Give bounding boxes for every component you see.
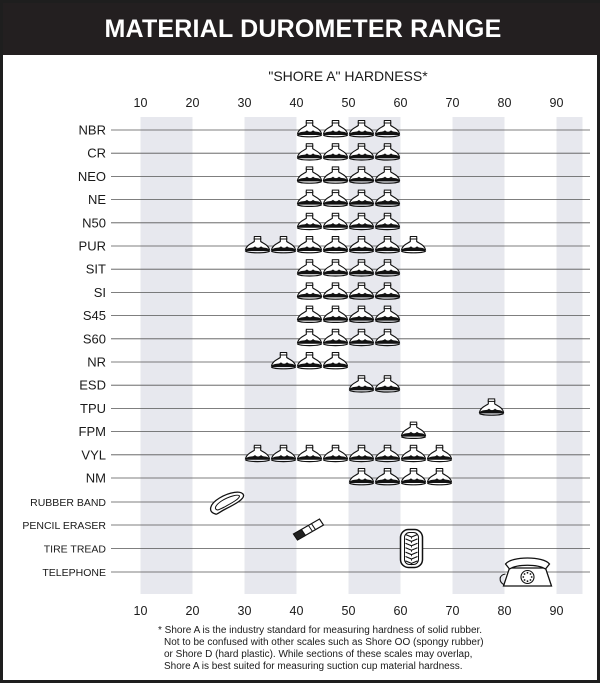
suction-cup-icon bbox=[297, 213, 321, 229]
x-tick-label-bottom: 50 bbox=[341, 604, 356, 618]
suction-cup-icon bbox=[401, 422, 425, 438]
material-label: N50 bbox=[82, 215, 106, 231]
shaded-band bbox=[245, 117, 297, 594]
suction-cup-icon bbox=[323, 213, 347, 229]
suction-cup-icon bbox=[297, 353, 321, 369]
suction-cup-icon bbox=[297, 144, 321, 160]
material-label: NBR bbox=[78, 122, 106, 138]
suction-cup-icon bbox=[323, 445, 347, 461]
material-label: TPU bbox=[80, 400, 106, 416]
shaded-band bbox=[349, 117, 401, 594]
reference-row bbox=[42, 558, 590, 586]
suction-cup-icon bbox=[297, 237, 321, 253]
suction-cup-icon bbox=[323, 329, 347, 345]
material-label: VYL bbox=[81, 447, 106, 463]
pencil-eraser-icon bbox=[294, 519, 324, 540]
footnote-line: Not to be confused with other scales such as Shore OO (spongy rubber) bbox=[164, 637, 484, 648]
shaded-band bbox=[557, 117, 583, 594]
x-tick-label-top: 30 bbox=[237, 96, 252, 110]
x-tick-label-bottom: 20 bbox=[185, 604, 200, 618]
x-tick-label-top: 70 bbox=[445, 96, 460, 110]
x-tick-label-bottom: 70 bbox=[445, 604, 460, 618]
reference-label: RUBBER BAND bbox=[30, 497, 106, 509]
suction-cup-icon bbox=[297, 306, 321, 322]
suction-cup-icon bbox=[323, 306, 347, 322]
suction-cup-icon bbox=[297, 260, 321, 276]
material-label: SIT bbox=[85, 261, 106, 277]
x-tick-label-bottom: 30 bbox=[237, 604, 252, 618]
suction-cup-icon bbox=[323, 167, 347, 183]
material-label: S60 bbox=[82, 331, 106, 347]
footnote bbox=[158, 625, 598, 673]
suction-cup-icon bbox=[323, 237, 347, 253]
durometer-chart bbox=[3, 3, 600, 686]
suction-cup-icon bbox=[297, 190, 321, 206]
footnote-line: Shore A is best suited for measuring suction cup material hardness. bbox=[164, 661, 463, 672]
material-label: NM bbox=[85, 470, 106, 486]
x-tick-label-bottom: 90 bbox=[549, 604, 564, 618]
x-axis-title: "SHORE A" HARDNESS* bbox=[268, 68, 428, 84]
material-label: NE bbox=[87, 192, 106, 208]
reference-row bbox=[22, 519, 590, 540]
x-tick-label-bottom: 80 bbox=[497, 604, 512, 618]
tire-icon bbox=[401, 530, 423, 568]
footnote-line: or Shore D (hard plastic). While sections of these scales may overlap, bbox=[164, 649, 473, 660]
rubber-band-icon bbox=[211, 492, 244, 514]
x-tick-label-top: 20 bbox=[185, 96, 200, 110]
footnote-line: * Shore A is the industry standard for measuring hardness of solid rubber. bbox=[158, 625, 483, 636]
x-tick-label-bottom: 40 bbox=[289, 604, 304, 618]
reference-row bbox=[30, 492, 590, 514]
telephone-icon bbox=[500, 558, 551, 586]
x-tick-label-bottom: 60 bbox=[393, 604, 408, 618]
shaded-bands bbox=[141, 117, 583, 594]
suction-cup-icon bbox=[297, 283, 321, 299]
page-title: MATERIAL DUROMETER RANGE bbox=[3, 3, 600, 55]
material-label: S45 bbox=[82, 308, 106, 324]
x-tick-label-bottom: 10 bbox=[133, 604, 148, 618]
shaded-band bbox=[141, 117, 193, 594]
suction-cup-icon bbox=[297, 167, 321, 183]
suction-cup-icon bbox=[401, 469, 425, 485]
material-label: NEO bbox=[77, 168, 106, 184]
suction-cup-icon bbox=[427, 469, 451, 485]
material-label: ESD bbox=[79, 377, 106, 393]
suction-cup-icon bbox=[297, 445, 321, 461]
suction-cup-icon bbox=[297, 329, 321, 345]
material-label: PUR bbox=[78, 238, 106, 254]
reference-label: TIRE TREAD bbox=[43, 543, 106, 556]
suction-cup-icon bbox=[323, 353, 347, 369]
suction-cup-icon bbox=[427, 445, 451, 461]
suction-cup-icon bbox=[297, 121, 321, 137]
material-label: SI bbox=[93, 284, 106, 300]
suction-cup-icon bbox=[323, 190, 347, 206]
suction-cup-icon bbox=[323, 144, 347, 160]
x-tick-label-top: 10 bbox=[133, 96, 148, 110]
material-label: NR bbox=[87, 354, 106, 370]
x-tick-label-top: 40 bbox=[289, 96, 304, 110]
x-tick-label-top: 80 bbox=[497, 96, 512, 110]
shaded-band bbox=[453, 117, 505, 594]
x-tick-label-top: 60 bbox=[393, 96, 408, 110]
suction-cup-icon bbox=[323, 121, 347, 137]
x-tick-label-top: 50 bbox=[341, 96, 356, 110]
suction-cup-icon bbox=[401, 445, 425, 461]
suction-cup-icon bbox=[323, 260, 347, 276]
x-tick-label-top: 90 bbox=[549, 96, 564, 110]
suction-cup-icon bbox=[323, 283, 347, 299]
material-label: FPM bbox=[78, 424, 106, 440]
suction-cup-icon bbox=[401, 237, 425, 253]
material-label: CR bbox=[87, 145, 106, 161]
reference-label: TELEPHONE bbox=[42, 567, 106, 579]
reference-label: PENCIL ERASER bbox=[22, 520, 106, 532]
